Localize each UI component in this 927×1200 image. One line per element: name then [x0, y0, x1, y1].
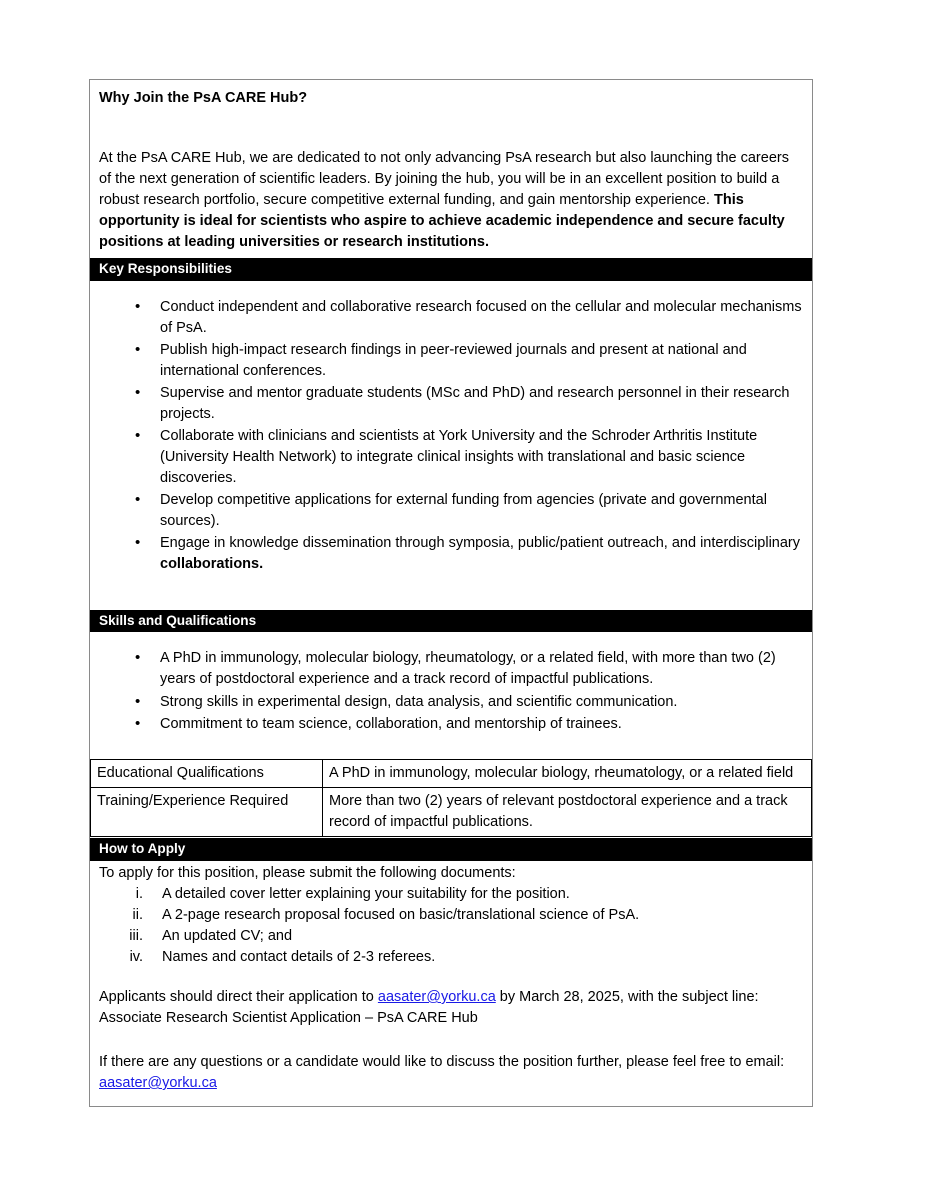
table-cell-value: More than two (2) years of relevant postdoctoral experience and a track record of impactful publications. [323, 788, 812, 837]
table-cell-label: Training/Experience Required [91, 788, 323, 837]
section-heading-skills-and-qualifications: Skills and Qualifications [90, 610, 812, 633]
list-item [99, 692, 803, 713]
how-to-apply-body [90, 861, 812, 1106]
qualifications-table [90, 759, 812, 838]
skills-and-qualifications-list [99, 648, 803, 734]
list-item-text: Supervise and mentor graduate students (MSc and PhD) and research personnel in their research projects. [160, 384, 790, 422]
list-item [99, 426, 803, 489]
list-item-text: Conduct independent and collaborative research focused on the cellular and molecular mechanisms of PsA. [160, 298, 802, 336]
submission-paragraph [99, 987, 803, 1033]
submission-text-before: Applicants should direct their application to [99, 988, 378, 1005]
intro-block [90, 80, 812, 257]
apply-gap-1 [99, 968, 803, 987]
list-item-text: Engage in knowledge dissemination through symposia, public/patient outreach, and interdisciplinary [160, 534, 800, 551]
list-item-bold: collaborations. [160, 555, 264, 572]
section-heading-how-to-apply: How to Apply [90, 838, 812, 861]
list-item-numeral: i. [135, 885, 143, 902]
list-item [99, 340, 803, 382]
questions-paragraph [99, 1052, 803, 1098]
list-item-numeral: iv. [129, 948, 143, 965]
apply-gap-2 [99, 1033, 803, 1052]
list-item [99, 383, 803, 425]
pre-table-gap [90, 750, 812, 759]
apply-intro-text: To apply for this position, please submit the following documents: [99, 864, 516, 881]
bottom-gap [99, 1098, 803, 1106]
questions-email-link[interactable]: aasater@yorku.ca [99, 1074, 217, 1091]
list-item [99, 297, 803, 339]
list-item [99, 533, 803, 575]
list-item-numeral: iii. [129, 927, 143, 944]
table-row [91, 788, 812, 837]
list-item-numeral: ii. [132, 906, 143, 923]
list-item-text: An updated CV; and [162, 927, 293, 944]
table-cell-value: A PhD in immunology, molecular biology, rheumatology, or a related field [323, 759, 812, 788]
section-heading-key-responsibilities: Key Responsibilities [90, 258, 812, 281]
list-item [99, 926, 803, 947]
intro-paragraph [99, 148, 803, 257]
list-item [99, 714, 803, 735]
list-item-text: Collaborate with clinicians and scientists at York University and the Schroder Arthritis Institute (University Health Network) to integrate clinical insights with translational and basic science discoveries. [160, 427, 758, 486]
title-spacer [99, 108, 803, 148]
page-title: Why Join the PsA CARE Hub? [99, 90, 308, 106]
list-item [99, 905, 803, 926]
key-responsibilities-list [99, 297, 803, 575]
section-gap [90, 590, 812, 609]
list-item-text: A PhD in immunology, molecular biology, rheumatology, or a related field, with more than two (2) years of postdoctoral experience and a track record of impactful publications. [160, 650, 776, 688]
skills-and-qualifications-body [90, 632, 812, 749]
key-responsibilities-body [90, 281, 812, 590]
list-item [99, 884, 803, 905]
job-posting-document [89, 79, 813, 1107]
list-item-text: Publish high-impact research findings in peer-reviewed journals and present at national and international conferences. [160, 341, 747, 379]
list-item-text: Develop competitive applications for external funding from agencies (private and governmental sources). [160, 491, 767, 529]
table-cell-label: Educational Qualifications [91, 759, 323, 788]
list-item [99, 490, 803, 532]
apply-documents-list [99, 884, 803, 968]
list-item-text: A detailed cover letter explaining your suitability for the position. [162, 885, 570, 902]
list-item-text: Commitment to team science, collaboration, and mentorship of trainees. [160, 715, 622, 732]
application-email-link[interactable]: aasater@yorku.ca [377, 988, 496, 1005]
list-item-text: Names and contact details of 2-3 referees. [162, 948, 436, 965]
list-item-text: A 2-page research proposal focused on basic/translational science of PsA. [162, 906, 640, 923]
table-row [91, 759, 812, 788]
list-item [99, 947, 803, 968]
list-item-text: Strong skills in experimental design, data analysis, and scientific communication. [160, 693, 678, 710]
submission-text-after: by March 28, 2025, with the subject line: Associate Research Scientist Application – PsA CARE Hub [99, 988, 759, 1026]
questions-text-before: If there are any questions or a candidate would like to discuss the position further, please feel free to email: [99, 1053, 785, 1070]
intro-text-plain: At the PsA CARE Hub, we are dedicated to not only advancing PsA research but also launching the careers of the next generation of scientific leaders. By joining the hub, you will be in an excellent position to build a robust research portfolio, secure competitive external funding, and gain mentorship experience. [99, 150, 789, 209]
list-item [99, 648, 803, 690]
intro-text-bold: This opportunity is ideal for scientists who aspire to achieve academic independence and secure faculty positions at leading universities or research institutions. [99, 192, 785, 251]
